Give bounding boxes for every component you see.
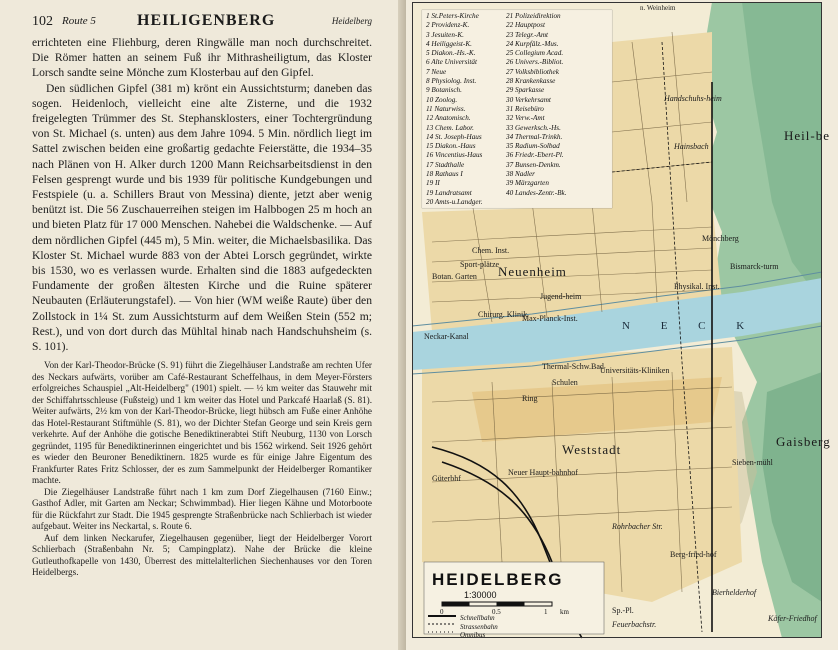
legend-item: 8 Physiolog. Inst.	[426, 77, 477, 86]
legend-item: 10 Zoolog.	[426, 95, 458, 104]
place-label: Chirurg. Klinik	[478, 310, 528, 319]
scale-unit: km	[560, 608, 569, 616]
place-label: Neuenheim	[498, 264, 567, 279]
legend-item: 24 Kurpfälz.-Mus.	[506, 39, 559, 48]
place-label: Bismarck-turm	[730, 262, 779, 271]
place-label: Güterbhf	[432, 474, 461, 483]
running-head-right: Heidelberg	[331, 16, 372, 26]
place-label: Berg-fried-hof	[670, 550, 717, 559]
legend-item: 28 Krankenkasse	[506, 77, 556, 86]
map-top-label: n. Weinheim	[640, 4, 676, 12]
page-number: 102	[32, 14, 53, 29]
place-label: Mönchberg	[702, 234, 739, 243]
key-item: Omnibus	[460, 631, 486, 639]
legend-item: 34 Thermal-Trinkh.	[506, 132, 563, 141]
scale-unit: 1	[544, 608, 548, 616]
legend-item: 5 Diakon.-Hs.-K.	[426, 49, 476, 58]
place-label: Neuer Haupt-bahnhof	[508, 468, 578, 477]
legend-item: 36 Friedr.-Ebert-Pl.	[506, 151, 564, 160]
place-label: Sport-plätze	[460, 260, 500, 269]
legend-column-left	[426, 12, 506, 207]
legend-item: 6 Alte Universität	[426, 58, 477, 67]
legend-item: 32 Verw.-Amt	[506, 114, 545, 123]
legend-item: 1 St.Peters-Kirche	[426, 12, 479, 20]
legend-item: 33 Gewerksch.-Hs.	[506, 123, 561, 132]
place-label: Jugend-heim	[540, 292, 582, 301]
right-book-page	[406, 0, 838, 650]
legend-item: 25 Collegium Acad.	[506, 49, 564, 58]
place-label: Käfer-Friedhof	[768, 614, 817, 623]
place-label: Sp.-Pl.	[612, 606, 634, 615]
scale-unit: 0	[440, 608, 444, 616]
page-title: HEILIGENBERG	[137, 12, 276, 29]
place-label: Handschuhs-heim	[664, 94, 722, 103]
place-label: Thermal-Schw.Bad	[542, 362, 604, 371]
place-label: Sieben-mühl	[732, 458, 773, 467]
legend-item: 21 Polizeidirektion	[506, 12, 561, 20]
legend-item: 19 II	[426, 179, 440, 188]
legend-item: 39 Märzgarten	[506, 179, 549, 188]
legend-item: 35 Radium-Solbad	[506, 142, 560, 151]
place-label: Bierhelderhof	[712, 588, 757, 597]
map-title: HEIDELBERG	[432, 570, 564, 589]
legend-item: 31 Reisebüro	[506, 104, 544, 113]
place-label: Chem. Inst.	[472, 246, 510, 255]
legend-item: 18 Rathaus I	[426, 170, 463, 179]
street-label: Rohrbacher Str.	[612, 522, 663, 531]
legend-item: 16 Vincentius-Haus	[426, 151, 483, 160]
map-scale: 1:30000	[464, 590, 497, 600]
legend-item: 29 Sparkasse	[506, 86, 545, 95]
legend-item: 22 Hauptpost	[506, 21, 545, 30]
legend-column-right	[506, 12, 610, 198]
place-label: Universitäts-Kliniken	[600, 366, 670, 375]
legend-item: 7 Neue	[426, 67, 447, 76]
small-paragraph: Auf dem linken Neckarufer, Ziegelhausen gegenüber, liegt der Heidelberger Vorort Schlierbach (Straßenbahn Nr. 5; Campingplatz). Nahe der Brücke die kleine Gutleuthofkapelle von 1430, Überrest des mittelalterlichen Siechenhauses vor den Toren Heidelbergs.	[32, 532, 372, 578]
small-paragraph: Die Ziegelhäuser Landstraße führt nach 1 km zum Dorf Ziegelhausen (7160 Einw.; Gasthof Adler, mit Garten am Neckar; Schwimmbad). Hier liegen Kähne und Motorboote für die Rückfahrt zur Stadt. Die 1945 gesprengte Straßenbrücke nach Schlierbach ist wieder aufgebaut. Weiter ins Neckartal, s. Route 6.	[32, 486, 372, 532]
small-paragraph: Von der Karl-Theodor-Brücke (S. 91) führt die Ziegelhäuser Landstraße am rechten Ufer des Neckars aufwärts, vorüber am Café-Restaurant Scheffelhaus, in dem Meyer-Försters erfolgreiches Schauspiel „Alt-Heidelberg" (1901) spielt. — ½ km weiter das Stauwehr mit der Schiffahrtsschleuse (Fußsteig) und 1 km weiter das Hotel und Parkcafé Haarlaß (S. 81). Weiter aufwärts, 2½ km von der Karl-Theodor-Brücke, liegt hübsch am Fuße einer Anhöhe das Hotel-Restaurant Stiftmühle (S. 81), wo der Dichter Stefan George und sein Kreis gern verkehrte. Auf der Anhöhe die gotische Benediktinerabtei Stift Neuburg, 1130 von Lorsch gegründet, 1195 für Benediktinerinnen eingerichtet und bis 1562 wirkend. Seit 1926 gehört es wieder den Beuroner Benediktinern. 1825 wurde es für einige Jahre Eigentum des Frankfurter Rates Fritz Schlosser, der es zum Sammelpunkt der Heidelberger Romantiker machte.	[32, 360, 372, 486]
paragraph: Den südlichen Gipfel (381 m) krönt ein Aussichtsturm; daneben das sogen. Heidenloch, vielleicht eine alte Zisterne, und die 1932 freigelegten Trümmer des St. Stephansklosters, einer Tochtergründung von St. Michael (s. unten) aus dem Jahre 1094. 5 Min. nördlich liegt im Sattel zwischen beiden eine großartig gedachte Feierstätte, die 1934–35 nach Plänen von H. Alker durch 1200 Mann Reichsarbeitsdienst in den Felsen gesprengt wurde und bis 1939 für politische Kundgebungen und Festspiele (u. a. Schillers Braut von Messina) diente, jetzt aber wenig benützt ist. Die 56 Zuschauerreihen steigen im Halbbogen 25 m hoch an und bieten Platz für 17 000 Menschen. Nahebei die Waldschenke. — Auf dem nördlichen Gipfel (445 m), 5 Min. weiter, die Michaelsbasilika. Das Kloster St. Michael wurde 883 von der Abtei Lorsch gegründet, wirkte bis 1530, wo es verlassen wurde. Erhalten sind die 1883 aufgedeckten Fundamente der großen ältesten Kirche und die Ruine späterer Neubauten (Erläuterungstafel). — Von hier (WM weiße Raute) über den Zollstock in 1¼ St. zum Aussichtsturm auf dem Weißen Stein (552 m; Rest.), und von dort durch das Mühltal hinab nach Handschuhsheim (s. S. 101).	[32, 81, 372, 354]
place-label: Weststadt	[562, 442, 622, 457]
legend-item: 26 Univers.-Bibliot.	[506, 58, 564, 67]
place-label: Physikal. Inst.	[674, 282, 720, 291]
key-item: Schnellbahn	[460, 614, 495, 622]
legend-item: 14 St. Joseph-Haus	[426, 132, 482, 141]
legend-item: 13 Chem. Labor.	[426, 123, 474, 132]
legend-item: 23 Telegr.-Amt	[506, 30, 549, 39]
place-label: Gaisberg	[776, 434, 831, 449]
map-title-block	[432, 570, 612, 600]
legend-item: 30 Verkehrsamt	[506, 95, 551, 104]
place-label: Schulen	[552, 378, 578, 387]
legend-item: 38 Nadler	[506, 170, 535, 179]
left-book-page	[0, 0, 406, 650]
legend-item: 37 Bunsen-Denkm.	[506, 160, 561, 169]
legend-item: 2 Providenz-K.	[426, 21, 470, 30]
place-label: Max-Planck-Inst.	[522, 314, 578, 323]
legend-item: 11 Naturwiss.	[426, 104, 466, 113]
place-label: Neckar-Kanal	[424, 332, 469, 341]
place-label: Ring	[522, 394, 538, 403]
legend-item: 27 Volksbibliothek	[506, 67, 559, 76]
paragraph: errichteten eine Fliehburg, deren Ringwälle man noch durchschreitet. Die Römer hatten an seinem Fuß ihr Mithrasheiligtum, das Kloster Lorsch sandte seine Mönche zum Klosterbau auf den Gipfel.	[32, 36, 372, 80]
place-label: Botan. Garten	[432, 272, 477, 281]
legend-item: 4 Heiliggeist-K.	[426, 39, 472, 48]
legend-item: 15 Diakon.-Haus	[426, 142, 476, 151]
river-label: N E C K	[622, 320, 759, 332]
legend-item: 40 Landes-Zentr.-Bk.	[506, 188, 567, 197]
street-label: Feuerbachstr.	[612, 620, 657, 629]
scale-unit: 0.5	[492, 608, 501, 616]
place-label: Heil-be	[784, 128, 830, 143]
route-label: Route 5	[62, 15, 96, 27]
legend-item: 17 Stadthalle	[426, 160, 465, 169]
legend-item: 19 Landratsamt	[426, 188, 472, 197]
map-key	[460, 614, 498, 640]
city-map	[412, 2, 831, 639]
legend-item: 12 Anatomisch.	[426, 114, 471, 123]
legend-item: 9 Botanisch.	[426, 86, 462, 95]
page-header	[32, 10, 372, 32]
body-text	[32, 35, 372, 579]
legend-item: 20 Amts-u.Landger.	[426, 197, 483, 206]
place-label: Hainsbach	[674, 142, 709, 151]
legend-item: 3 Jesuiten-K.	[426, 30, 464, 39]
map-legend	[422, 10, 612, 208]
key-item: Strassenbahn	[460, 622, 498, 631]
